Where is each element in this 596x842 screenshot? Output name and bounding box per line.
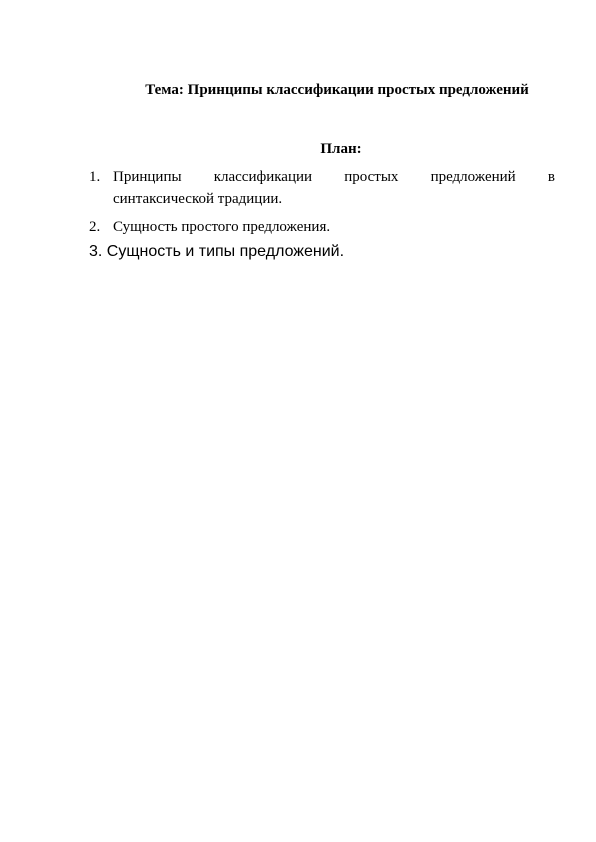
plan-item-2: [89, 216, 555, 238]
plan-word: Принципы: [113, 169, 182, 185]
plan-item-number: 3.: [89, 243, 103, 260]
plan-item-number: 2.: [89, 219, 101, 235]
plan-word: предложений: [430, 169, 516, 185]
plan-list: [89, 166, 555, 264]
plan-item-line: синтаксической традиции.: [113, 191, 283, 207]
plan-item-text: Сущность и типы предложений.: [106, 243, 345, 260]
plan-word: простых: [344, 169, 399, 185]
plan-item-text: Сущность простого предложения.: [113, 219, 331, 235]
plan-heading: План:: [320, 141, 362, 157]
plan-item-number: 1.: [89, 169, 101, 185]
plan-item-1: [89, 166, 555, 210]
plan-word: в: [547, 169, 555, 185]
plan-item-text: [113, 166, 555, 210]
plan-item-line: [113, 166, 555, 188]
document-title: Тема: Принципы классификации простых предложений: [145, 82, 529, 98]
plan-item-3: [89, 240, 555, 264]
plan-word: классификации: [213, 169, 313, 185]
